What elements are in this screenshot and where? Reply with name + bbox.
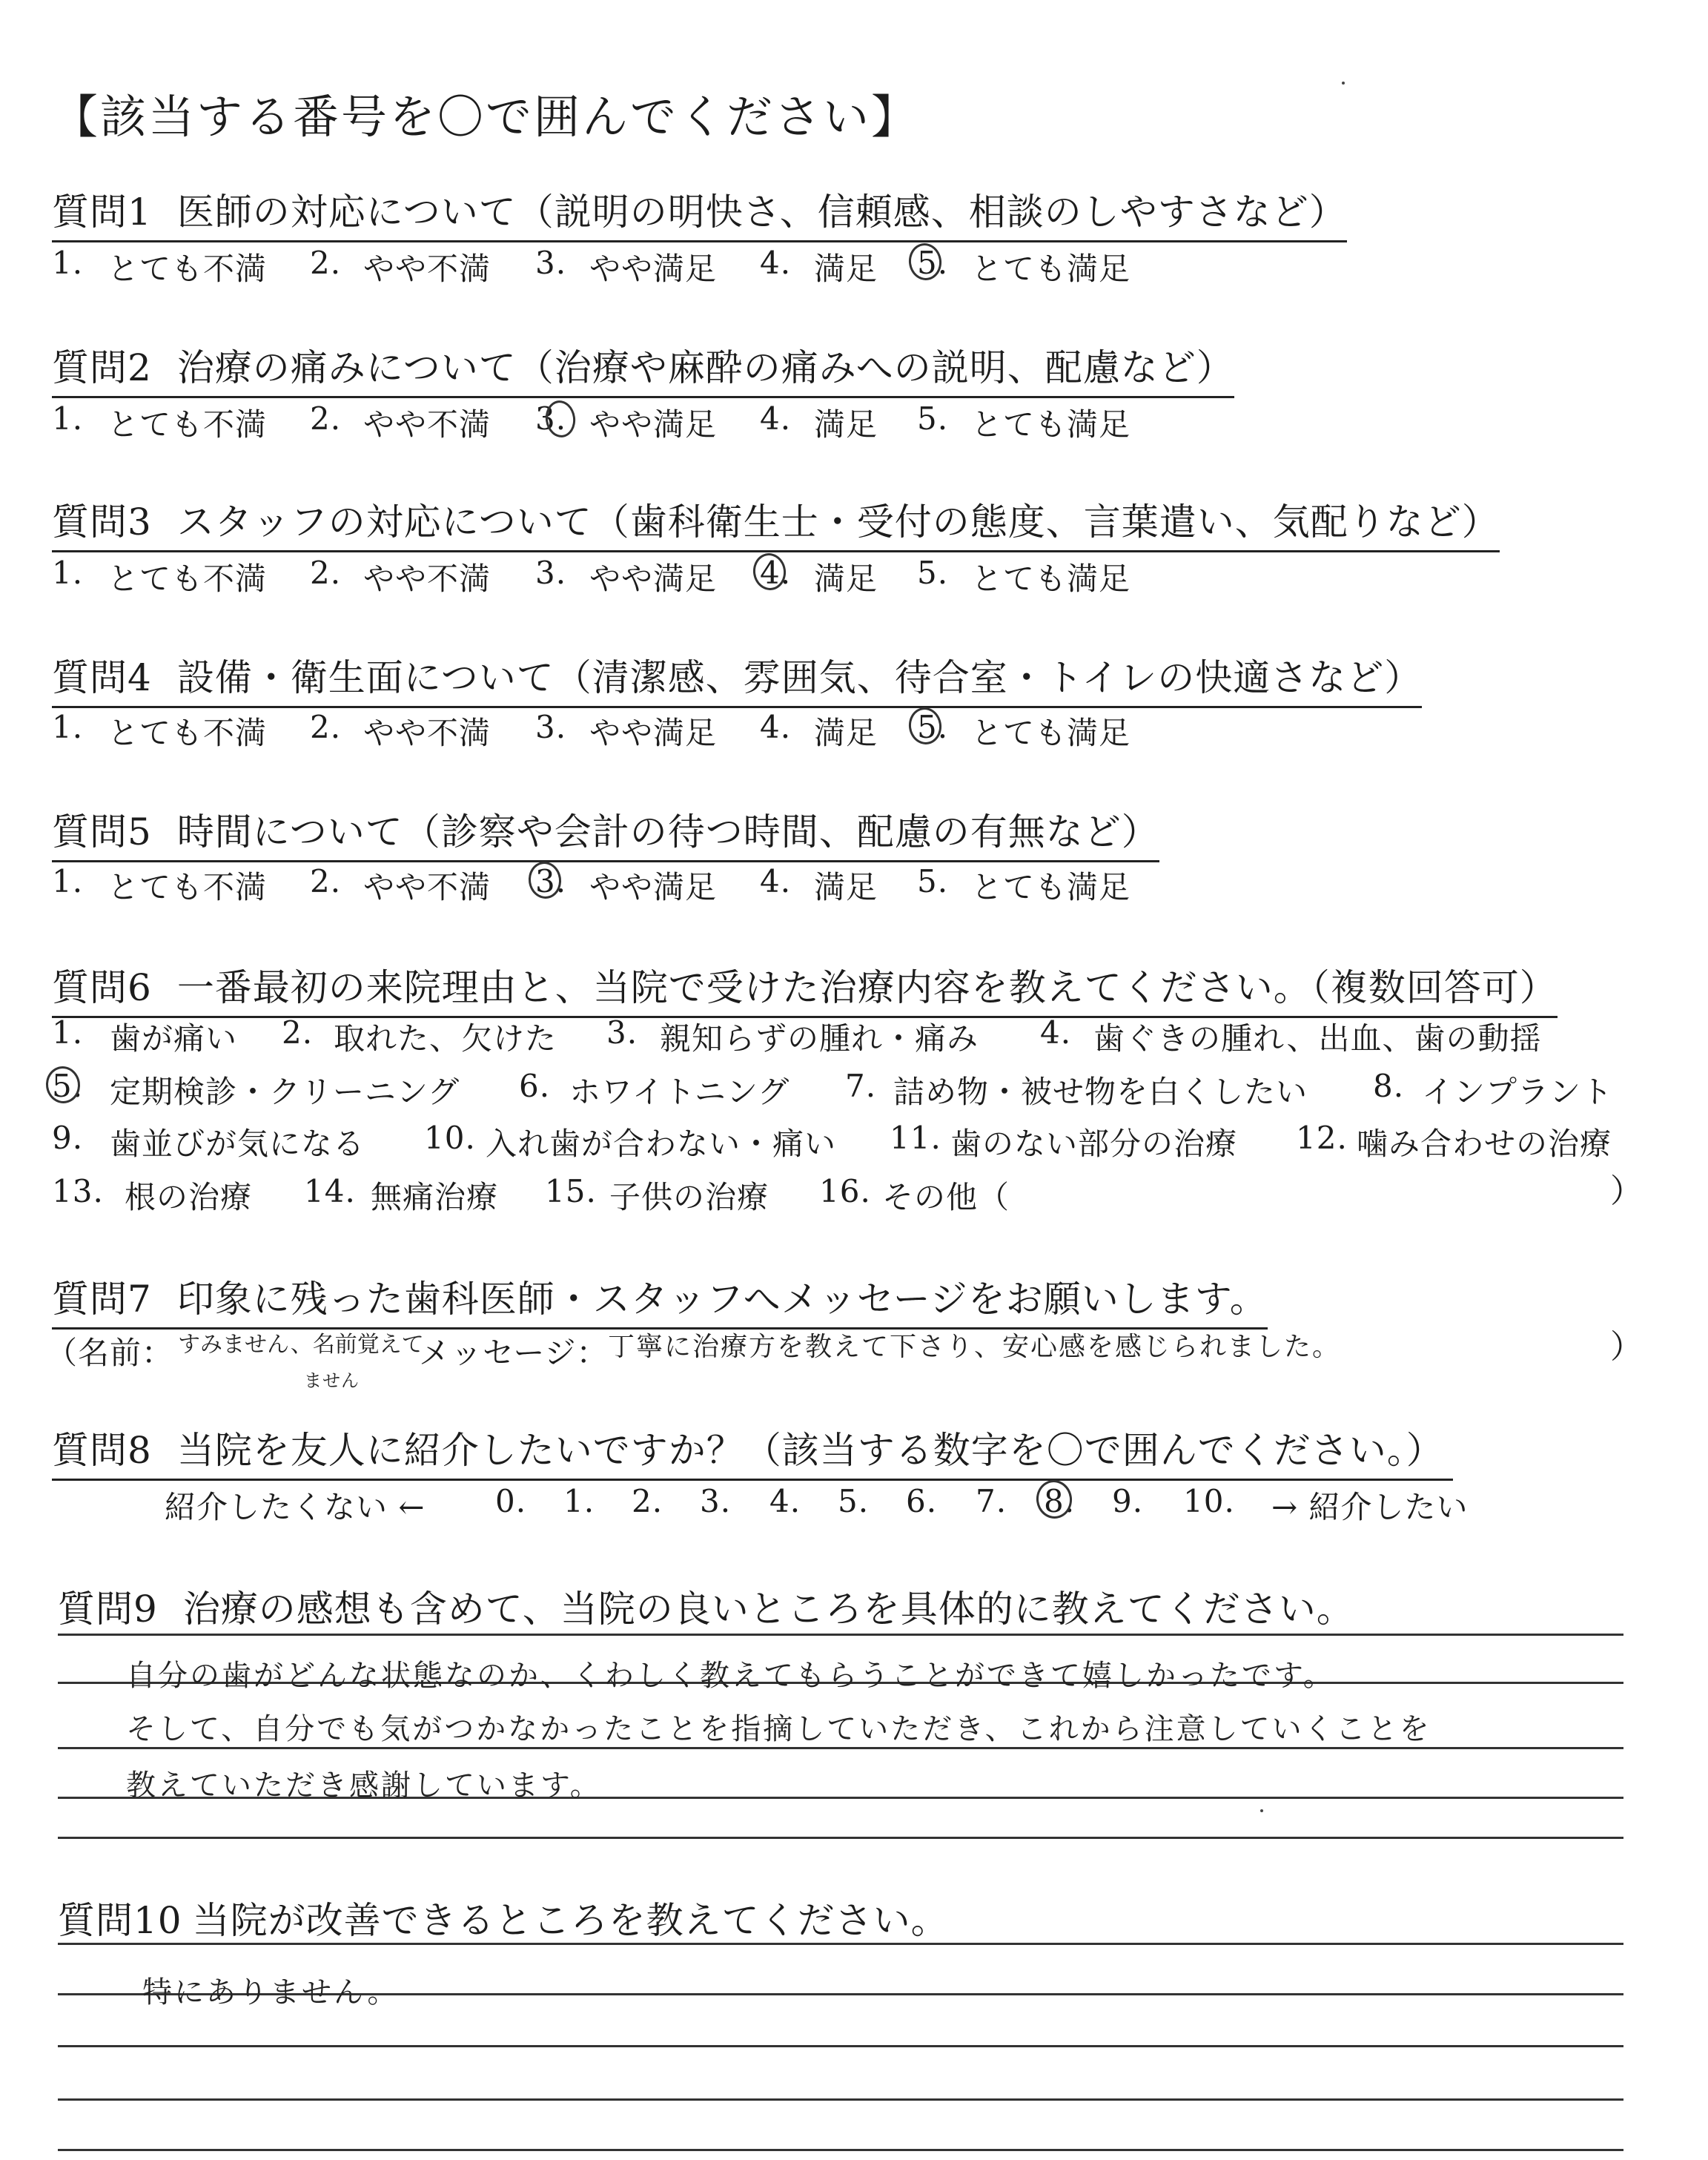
q4-option-2-number: 2. [310, 709, 342, 745]
q10-answer-line [58, 2098, 1623, 2101]
q6-option-16-label: その他（ [882, 1179, 1010, 1215]
q2-option-2-label: やや不満 [363, 406, 491, 443]
q8-scale-right-label: → 紹介したい [1271, 1489, 1469, 1525]
question-9-text: 治療の感想も含めて、当院の良いところを具体的に教えてください。 [182, 1588, 1354, 1631]
q6-option-6-number: 6. [519, 1068, 551, 1104]
q4-option-3-number: 3. [535, 709, 567, 745]
q6-option-14-number: 14. [304, 1173, 356, 1209]
q3-option-1-number: 1. [52, 555, 84, 591]
q7-name-label: （名前： [46, 1335, 174, 1371]
q2-option-5-number: 5. [917, 400, 949, 437]
q2-option-3-label: やや満足 [589, 406, 718, 443]
question-1-title [52, 182, 1347, 242]
q10-answer-line [58, 2149, 1623, 2151]
q1-option-1-label: とても不満 [107, 251, 268, 287]
question-1-number: 質問1 [52, 191, 152, 234]
q6-option-12-number: 12. [1296, 1120, 1348, 1156]
question-9-title [58, 1579, 1354, 1637]
q6-option-1-number: 1. [52, 1014, 84, 1051]
q2-option-2-number: 2. [310, 400, 342, 437]
q6-option-7-number: 7. [845, 1068, 877, 1104]
q4-option-2-label: やや不満 [363, 715, 491, 751]
question-10-text: 当院が改善できるところを教えてください。 [192, 1899, 949, 1942]
question-6-title [52, 958, 1558, 1018]
q1-option-2-number: 2. [310, 245, 342, 281]
q6-option-3-label: 親知らずの腫れ・痛み [660, 1020, 979, 1057]
question-4-number: 質問4 [52, 656, 152, 699]
q3-option-1-label: とても不満 [107, 561, 268, 597]
instruction-header: 【該当する番号を〇で囲んでください】 [52, 90, 920, 144]
q6-option-4-label: 歯ぐきの腫れ、出血、歯の動揺 [1093, 1020, 1542, 1057]
q2-option-1-label: とても不満 [107, 406, 268, 443]
q6-option-1-label: 歯が痛い [110, 1020, 238, 1057]
q8-scale-8: 8. [1044, 1483, 1076, 1519]
q4-option-1-label: とても不満 [107, 715, 268, 751]
q2-option-4-label: 満足 [814, 406, 878, 443]
q8-scale-0: 0. [495, 1483, 527, 1519]
q2-option-4-number: 4. [760, 400, 792, 437]
question-8-number: 質問8 [52, 1429, 152, 1472]
q6-option-15-number: 15. [545, 1173, 597, 1209]
question-3-number: 質問3 [52, 501, 152, 544]
q8-scale-9: 9. [1112, 1483, 1144, 1519]
q7-name-handwritten-continued: ません [304, 1370, 360, 1391]
question-9-number: 質問9 [58, 1588, 158, 1631]
question-7-number: 質問7 [52, 1278, 152, 1321]
q7-close-paren: ） [1610, 1328, 1643, 1366]
q1-option-2-label: やや不満 [363, 251, 491, 287]
q3-option-4-label: 満足 [814, 561, 878, 597]
question-10-number: 質問10 [58, 1899, 182, 1942]
q1-option-1-number: 1. [52, 245, 84, 281]
q6-option-13-label: 根の治療 [125, 1179, 253, 1215]
q6-option-11-number: 11. [890, 1120, 941, 1156]
q6-option-6-label: ホワイトニング [569, 1074, 790, 1110]
q2-option-1-number: 1. [52, 400, 84, 437]
q3-option-2-number: 2. [310, 555, 342, 591]
q10-answer-line [58, 2045, 1623, 2047]
q6-option-2-label: 取れた、欠けた [334, 1020, 557, 1057]
question-2-title [52, 338, 1234, 398]
q6-option-8-number: 8. [1373, 1068, 1405, 1104]
q3-option-3-label: やや満足 [589, 561, 718, 597]
question-2-text: 治療の痛みについて（治療や麻酔の痛みへの説明、配慮など） [176, 346, 1234, 389]
q5-option-1-number: 1. [52, 863, 84, 899]
q1-option-3-number: 3. [535, 245, 567, 281]
question-1-text: 医師の対応について（説明の明快さ、信頼感、相談のしやすさなど） [176, 191, 1347, 234]
q5-option-2-label: やや不満 [363, 869, 491, 905]
q1-option-5-number: 5. [917, 245, 949, 281]
q5-option-3-number: 3. [535, 863, 567, 899]
q6-option-13-number: 13. [52, 1173, 104, 1209]
q9-answer-line [58, 1837, 1623, 1839]
q10-answer-line-1: 特にありません。 [142, 1975, 400, 2009]
q8-scale-1: 1. [563, 1483, 595, 1519]
question-5-title [52, 802, 1159, 862]
question-6-text: 一番最初の来院理由と、当院で受けた治療内容を教えてください。（複数回答可） [176, 966, 1558, 1009]
q1-option-4-label: 満足 [814, 251, 878, 287]
q5-option-5-number: 5. [917, 863, 949, 899]
question-3-text: スタッフの対応について（歯科衛生士・受付の態度、言葉遣い、気配りなど） [176, 501, 1500, 544]
q4-option-5-number: 5. [917, 709, 949, 745]
q7-name-handwritten: すみません、名前覚えて [178, 1332, 424, 1358]
q9-answer-line-2: そして、自分でも気がつかなかったことを指摘していただき、これから注意していくことを [126, 1712, 1431, 1746]
question-7-text: 印象に残った歯科医師・スタッフへメッセージをお願いします。 [176, 1278, 1268, 1321]
q5-option-5-label: とても満足 [971, 869, 1131, 905]
q1-option-5-label: とても満足 [971, 251, 1131, 287]
q3-option-5-number: 5. [917, 555, 949, 591]
q6-option-10-number: 10. [424, 1120, 476, 1156]
q6-other-close-paren: ） [1610, 1172, 1643, 1210]
question-4-title [52, 648, 1422, 708]
question-4-text: 設備・衛生面について（清潔感、雰囲気、待合室・トイレの快適さなど） [176, 656, 1423, 699]
q8-scale-10: 10. [1183, 1483, 1235, 1519]
q3-option-5-label: とても満足 [971, 561, 1131, 597]
q4-option-3-label: やや満足 [589, 715, 718, 751]
q6-option-5-label: 定期検診・クリーニング [110, 1074, 460, 1110]
q8-scale-3: 3. [700, 1483, 732, 1519]
scan-speck [1260, 1809, 1263, 1812]
q1-option-3-label: やや満足 [589, 251, 718, 287]
question-8-text: 当院を友人に紹介したいですか？（該当する数字を〇で囲んでください。） [176, 1429, 1444, 1472]
q4-option-1-number: 1. [52, 709, 84, 745]
q1-option-4-number: 4. [760, 245, 792, 281]
q10-answer-line [58, 1943, 1623, 1945]
scan-speck [1342, 82, 1345, 85]
q6-option-14-label: 無痛治療 [371, 1179, 499, 1215]
question-5-text: 時間について（診察や会計の待つ時間、配慮の有無など） [176, 810, 1159, 853]
question-8-title [52, 1421, 1453, 1481]
q6-option-15-label: 子供の治療 [609, 1179, 769, 1215]
q5-option-4-label: 満足 [814, 869, 878, 905]
q8-scale-7: 7. [976, 1483, 1007, 1519]
q4-option-4-label: 満足 [814, 715, 878, 751]
question-2-number: 質問2 [52, 346, 152, 389]
q5-option-4-number: 4. [760, 863, 792, 899]
q5-option-3-label: やや満足 [589, 869, 718, 905]
q6-option-12-label: 噛み合わせの治療 [1357, 1126, 1612, 1162]
q6-option-4-number: 4. [1040, 1014, 1072, 1051]
q3-option-4-number: 4. [760, 555, 792, 591]
q2-option-3-number: 3. [535, 400, 567, 437]
q8-scale-2: 2. [632, 1483, 663, 1519]
q9-answer-line [58, 1634, 1623, 1636]
q6-option-7-label: 詰め物・被せ物を白くしたい [893, 1074, 1308, 1110]
question-5-number: 質問5 [52, 810, 152, 853]
q6-option-9-number: 9. [52, 1120, 84, 1156]
q3-option-3-number: 3. [535, 555, 567, 591]
q6-option-3-number: 3. [606, 1014, 638, 1051]
q6-option-10-label: 入れ歯が合わない・痛い [486, 1126, 837, 1162]
question-7-title [52, 1269, 1268, 1330]
q6-option-2-number: 2. [282, 1014, 314, 1051]
q2-option-5-label: とても満足 [971, 406, 1131, 443]
q8-scale-left-label: 紹介したくない ← [165, 1489, 426, 1525]
q9-answer-line-1: 自分の歯がどんな状態なのか、くわしく教えてもらうことができて嬉しかったです。 [126, 1659, 1335, 1693]
q4-option-5-label: とても満足 [971, 715, 1131, 751]
q6-option-9-label: 歯並びが気になる [110, 1126, 365, 1162]
q6-option-11-label: 歯のない部分の治療 [950, 1126, 1238, 1162]
question-6-number: 質問6 [52, 966, 152, 1009]
question-3-title [52, 492, 1500, 552]
q5-option-1-label: とても不満 [107, 869, 268, 905]
q8-scale-6: 6. [906, 1483, 938, 1519]
q8-scale-4: 4. [769, 1483, 801, 1519]
q6-option-8-label: インプラント [1422, 1074, 1614, 1110]
q8-scale-5: 5. [838, 1483, 870, 1519]
q6-option-16-number: 16. [819, 1173, 871, 1209]
q7-message-handwritten: 丁寧に治療方を教えて下さり、安心感を感じられました。 [608, 1332, 1341, 1362]
q3-option-2-label: やや不満 [363, 561, 491, 597]
q5-option-2-number: 2. [310, 863, 342, 899]
question-10-title [58, 1891, 949, 1949]
q4-option-4-number: 4. [760, 709, 792, 745]
q7-message-label: メッセージ： [419, 1335, 609, 1371]
q9-answer-line-3: 教えていただき感謝しています。 [126, 1768, 602, 1803]
q6-option-5-number: 5. [52, 1068, 84, 1104]
